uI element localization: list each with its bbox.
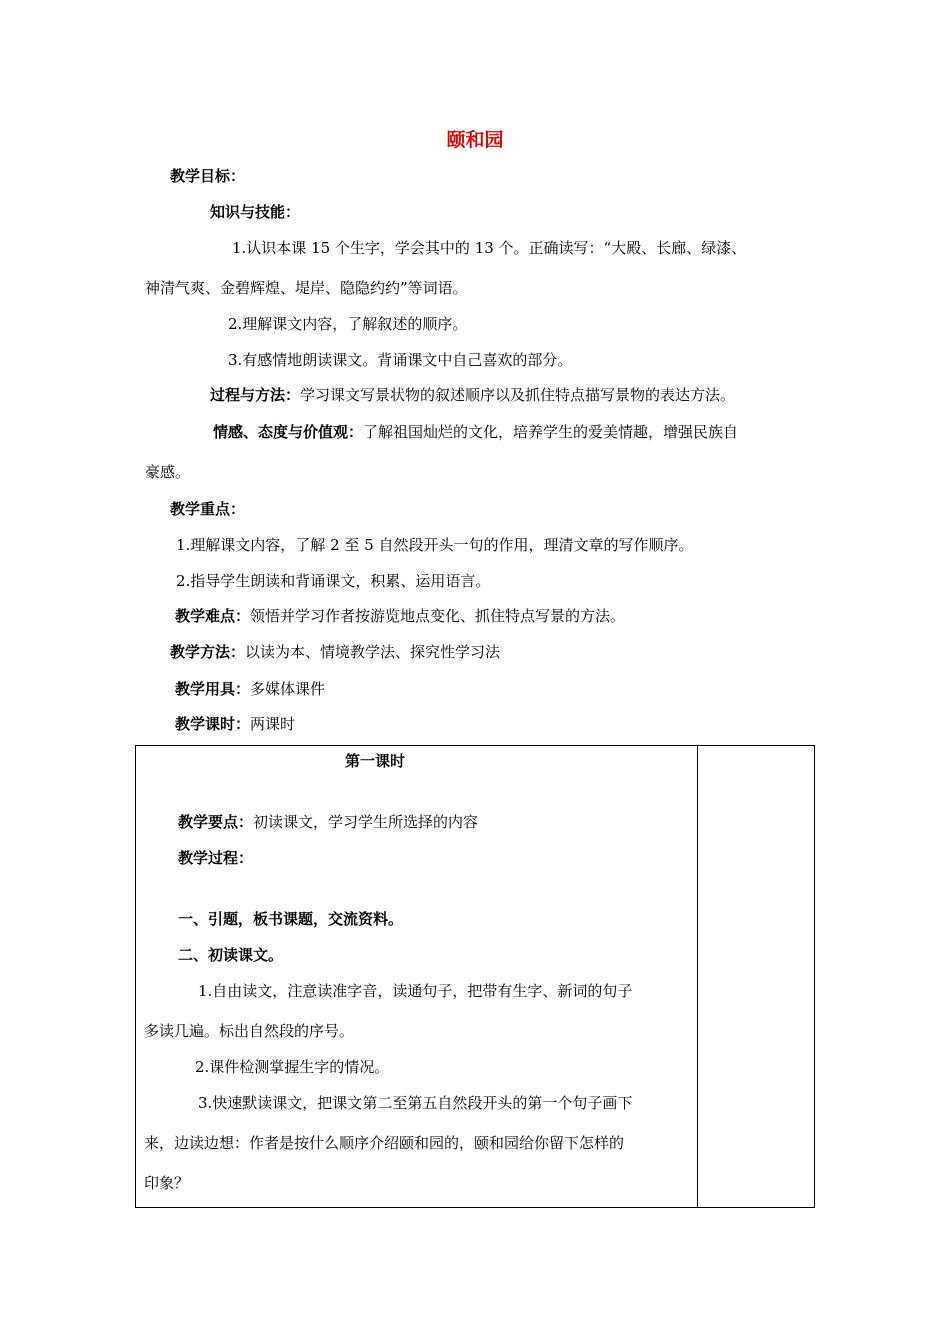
- lesson-step-1: 一、引题，板书课题，交流资料。: [178, 910, 404, 928]
- key-point-2: 2.指导学生朗读和背诵课文，积累、运用语言。: [176, 572, 491, 590]
- tools-label: 教学用具：: [175, 680, 251, 698]
- hours-label: 教学课时：: [175, 715, 251, 733]
- difficulty-label: 教学难点：: [175, 607, 251, 625]
- lesson-focus: [178, 811, 478, 832]
- lesson-table-divider: [697, 745, 698, 1208]
- knowledge-item-3: 3.有感情地朗读课文。背诵课文中自己喜欢的部分。: [228, 351, 573, 369]
- lesson-sub-2: 2.课件检测掌握生字的情况。: [195, 1058, 390, 1076]
- lesson-sub-3-line-1: 3.快速默读课文，把课文第二至第五自然段开头的第一个句子画下: [198, 1094, 633, 1112]
- key-point-1: 1.理解课文内容，了解 2 至 5 自然段开头一句的作用，理清文章的写作顺序。: [176, 536, 694, 554]
- key-points-heading: 教学重点：: [170, 500, 246, 518]
- difficulty-text: 领悟并学习作者按游览地点变化、抓住特点写景的方法。: [250, 607, 626, 625]
- emotion-goal: [213, 421, 738, 442]
- difficulty: [175, 605, 625, 626]
- lesson-heading: 第一课时: [345, 752, 406, 770]
- page-title: 颐和园: [446, 129, 504, 151]
- lesson-sub-1-line-2: 多读几遍。标出自然段的序号。: [144, 1022, 355, 1040]
- lesson-sub-3-line-2: 来，边读边想：作者是按什么顺序介绍颐和园的，颐和园给你留下怎样的: [144, 1134, 625, 1152]
- emotion-goal-text: 了解祖国灿烂的文化，培养学生的爱美情趣，增强民族自: [363, 423, 739, 441]
- emotion-goal-label: 情感、态度与价值观：: [213, 423, 364, 441]
- lesson-step-2: 二、初读课文。: [178, 946, 284, 964]
- knowledge-item-1-line-1: 1.认识本课 15 个生字，学会其中的 13 个。正确读写：“大殿、长廊、绿漆、: [232, 239, 747, 257]
- knowledge-item-2: 2.理解课文内容，了解叙述的顺序。: [228, 315, 468, 333]
- process-goal-label: 过程与方法：: [210, 386, 301, 404]
- process-goal-text: 学习课文写景状物的叙述顺序以及抓住特点描写景物的表达方法。: [300, 386, 736, 404]
- lesson-focus-label: 教学要点：: [178, 813, 254, 831]
- lesson-focus-text: 初读课文，学习学生所选择的内容: [253, 813, 479, 831]
- hours-text: 两课时: [250, 715, 296, 733]
- method-label: 教学方法：: [170, 643, 246, 661]
- method-text: 以读为本、情境教学法、探究性学习法: [245, 643, 501, 661]
- lesson-sub-1-line-1: 1.自由读文，注意读准字音，读通句子，把带有生字、新词的句子: [198, 982, 633, 1000]
- knowledge-item-1-line-2: 神清气爽、金碧辉煌、堤岸、隐隐约约”等词语。: [145, 279, 468, 297]
- lesson-process-label: 教学过程：: [178, 849, 254, 867]
- hours: [175, 713, 295, 734]
- goals-heading: 教学目标：: [170, 167, 246, 185]
- method: [170, 641, 500, 662]
- tools-text: 多媒体课件: [250, 680, 326, 698]
- knowledge-heading: 知识与技能：: [210, 203, 301, 221]
- emotion-goal-line-2: 豪感。: [145, 463, 191, 481]
- lesson-sub-3-line-3: 印象？: [144, 1174, 190, 1192]
- tools: [175, 678, 325, 699]
- process-goal: [210, 384, 735, 405]
